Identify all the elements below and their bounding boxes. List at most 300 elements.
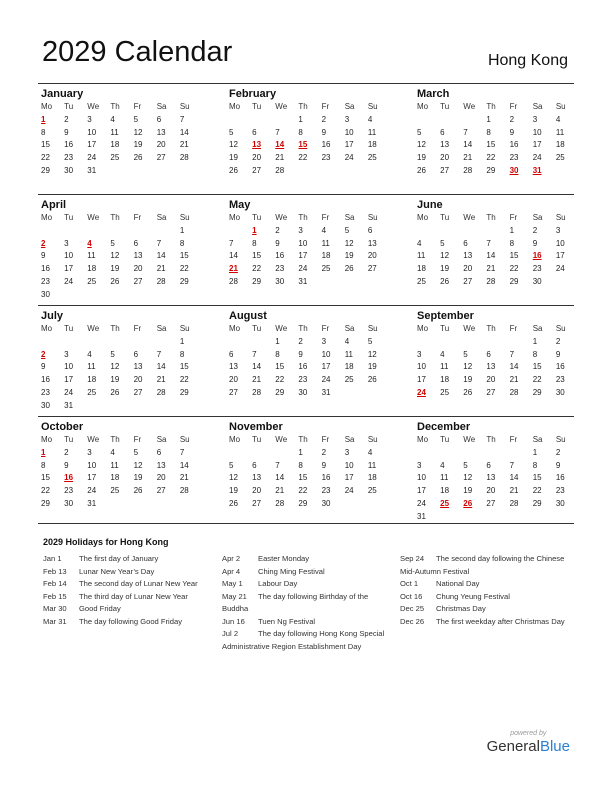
holiday-item <box>222 616 387 629</box>
calendar-day: 11 <box>321 238 330 248</box>
calendar-day: 19 <box>229 153 238 163</box>
weekday-label: We <box>463 435 476 444</box>
empty-day <box>414 114 437 127</box>
week-row <box>414 447 576 460</box>
week-row <box>226 498 388 511</box>
calendar-day: 14 <box>486 251 496 261</box>
calendar-day: 3 <box>555 225 561 235</box>
holiday-item <box>43 566 213 579</box>
empty-day <box>107 400 130 413</box>
calendar-day: 15 <box>509 251 519 261</box>
calendar-day: 21 <box>275 153 285 163</box>
weekday-label: Fr <box>321 102 330 111</box>
week-row <box>38 276 200 289</box>
empty-day <box>553 276 576 289</box>
weekday-label: Th <box>110 213 120 222</box>
holiday-name: Good Friday <box>79 604 121 613</box>
month-row <box>38 83 574 194</box>
calendar-day: 1 <box>486 114 491 124</box>
calendar-day: 14 <box>275 473 285 483</box>
calendar-day: 11 <box>440 362 449 372</box>
week-row <box>414 511 576 524</box>
empty-day <box>365 276 388 289</box>
calendar-day: 16 <box>555 362 565 372</box>
week-row <box>226 447 388 460</box>
holiday-day: 31 <box>532 165 542 175</box>
holiday-item <box>43 591 213 604</box>
holiday-date: May 21 <box>222 591 247 601</box>
calendar-day: 7 <box>486 238 491 248</box>
holiday-day: 16 <box>532 251 542 261</box>
empty-day <box>342 165 365 178</box>
holiday-name: The day following Hong Kong Special Administrative Region Establishment Day <box>222 629 385 651</box>
empty-day <box>414 225 437 238</box>
holiday-item <box>43 553 213 566</box>
calendar-day: 7 <box>179 114 185 124</box>
week-row <box>226 472 388 485</box>
calendar-day: 10 <box>344 460 354 470</box>
calendar-day: 19 <box>110 375 120 385</box>
brand-logo <box>487 738 570 755</box>
calendar-day: 2 <box>321 447 327 457</box>
holiday-date: May 1 <box>222 579 243 588</box>
holiday-item <box>400 616 570 629</box>
calendar-day: 18 <box>555 140 565 150</box>
calendar-day: 21 <box>156 264 166 274</box>
calendar-day: 15 <box>532 473 542 483</box>
calendar-day: 31 <box>298 276 308 286</box>
weekday-label: Tu <box>252 213 262 222</box>
weekday-label: Tu <box>64 213 74 222</box>
calendar-day: 22 <box>532 375 542 385</box>
weekday-label: Mo <box>41 435 53 444</box>
holiday-column <box>222 553 387 653</box>
week-row <box>38 238 200 251</box>
calendar-day: 5 <box>344 225 350 235</box>
empty-day <box>61 336 84 349</box>
weekday-label: Sa <box>344 435 355 444</box>
calendar-day: 26 <box>229 498 238 508</box>
calendar-day: 8 <box>509 238 515 248</box>
calendar-day: 6 <box>252 460 257 470</box>
weekday-label: Sa <box>156 213 167 222</box>
calendar-day: 26 <box>367 375 377 385</box>
month-march <box>414 84 576 178</box>
calendar-day: 8 <box>179 349 185 359</box>
holiday-date: Feb 15 <box>43 591 67 601</box>
holiday-date: Jan 1 <box>43 554 62 563</box>
calendar-day: 5 <box>417 127 422 137</box>
calendar-day: 13 <box>156 460 166 470</box>
calendar-day: 5 <box>110 238 115 248</box>
empty-day <box>530 511 553 524</box>
month-name: June <box>417 199 443 211</box>
calendar-day: 20 <box>252 486 262 496</box>
calendar-day: 4 <box>440 460 445 470</box>
calendar-day: 22 <box>41 153 50 163</box>
calendar-day: 31 <box>87 165 97 175</box>
calendar-day: 27 <box>486 498 496 508</box>
week-row <box>226 276 388 289</box>
empty-day <box>365 387 388 400</box>
calendar-day: 21 <box>486 264 496 274</box>
empty-day <box>107 336 130 349</box>
calendar-day: 23 <box>321 486 331 496</box>
holidays-title: 2029 Holidays for Hong Kong <box>43 537 169 547</box>
calendar-day: 9 <box>64 127 69 137</box>
calendar-day: 29 <box>252 276 262 286</box>
calendar-day: 27 <box>252 498 262 508</box>
calendar-day: 16 <box>321 140 331 150</box>
page-title: 2029 Calendar <box>42 36 233 68</box>
empty-day <box>154 225 177 238</box>
calendar-day: 30 <box>532 276 542 286</box>
week-row <box>414 460 576 473</box>
calendar-day: 16 <box>64 140 74 150</box>
calendar-day: 24 <box>417 498 426 508</box>
calendar-day: 19 <box>463 375 473 385</box>
week-row <box>226 114 388 127</box>
calendar-day: 8 <box>275 349 280 359</box>
calendar-day: 14 <box>509 473 519 483</box>
calendar-day: 24 <box>532 153 542 163</box>
calendar-day: 22 <box>275 375 285 385</box>
calendar-day: 26 <box>440 276 450 286</box>
weekday-label: Mo <box>229 102 241 111</box>
week-row <box>414 127 576 140</box>
calendar-day: 13 <box>440 140 450 150</box>
weekday-label: Tu <box>64 102 74 111</box>
calendar-day: 17 <box>555 251 565 261</box>
empty-day <box>249 336 272 349</box>
calendar-day: 23 <box>321 153 331 163</box>
calendar-day: 27 <box>252 165 262 175</box>
powered-by-text: powered by <box>510 730 547 737</box>
calendar-day: 13 <box>367 238 377 248</box>
week-row <box>226 152 388 165</box>
calendar-day: 12 <box>463 473 473 483</box>
calendar-day: 24 <box>298 264 308 274</box>
empty-day <box>177 498 200 511</box>
empty-day <box>437 511 460 524</box>
empty-day <box>107 289 130 302</box>
month-february <box>226 84 388 178</box>
empty-day <box>414 336 437 349</box>
calendar-day: 10 <box>532 127 542 137</box>
calendar-day: 5 <box>463 460 468 470</box>
holiday-date: Jul 2 <box>222 629 239 638</box>
calendar-day: 6 <box>463 238 468 248</box>
calendar-day: 17 <box>64 264 74 274</box>
calendar-day: 22 <box>298 153 308 163</box>
calendar-day: 2 <box>321 114 327 124</box>
calendar-day: 28 <box>275 165 285 175</box>
calendar-day: 7 <box>179 447 185 457</box>
week-row <box>38 336 200 349</box>
calendar-day: 3 <box>344 114 350 124</box>
weekday-label: Su <box>179 102 190 111</box>
week-row <box>414 374 576 387</box>
empty-day <box>460 225 483 238</box>
calendar-day: 9 <box>509 127 515 137</box>
week-row <box>38 250 200 263</box>
calendar-day: 29 <box>179 387 189 397</box>
empty-day <box>249 447 272 460</box>
calendar-day: 2 <box>275 225 280 235</box>
calendar-day: 8 <box>179 238 185 248</box>
calendar-day: 16 <box>555 473 565 483</box>
weekday-label: We <box>463 324 476 333</box>
empty-day <box>177 165 200 178</box>
empty-day <box>272 114 295 127</box>
holiday-item <box>400 603 570 616</box>
calendar-day: 3 <box>321 336 327 346</box>
calendar-day: 11 <box>87 251 96 261</box>
month-november <box>226 417 388 511</box>
calendar-day: 20 <box>486 486 496 496</box>
holiday-item <box>222 628 387 653</box>
holiday-name: Chung Yeung Festival <box>436 591 510 601</box>
calendar-day: 6 <box>440 127 445 137</box>
calendar-day: 31 <box>321 387 331 397</box>
calendar-day: 20 <box>252 153 262 163</box>
empty-day <box>483 511 506 524</box>
holiday-item <box>400 578 570 591</box>
holiday-date: Apr 2 <box>222 554 241 563</box>
calendar-day: 24 <box>64 387 74 397</box>
empty-day <box>483 336 506 349</box>
calendar-day: 19 <box>417 153 426 163</box>
weekday-label: Sa <box>344 324 355 333</box>
empty-day <box>107 225 130 238</box>
weekday-label: Tu <box>252 435 262 444</box>
holiday-name: Easter Monday <box>258 554 310 563</box>
calendar-day: 10 <box>555 238 565 248</box>
weekday-label: Su <box>555 102 566 111</box>
weekday-label: Fr <box>509 435 518 444</box>
empty-day <box>84 225 107 238</box>
calendar-day: 13 <box>229 362 238 372</box>
calendar-day: 23 <box>555 486 565 496</box>
calendar-day: 1 <box>179 225 185 235</box>
calendar-day: 30 <box>64 165 74 175</box>
empty-day <box>342 387 365 400</box>
weekday-label: Th <box>486 324 496 333</box>
holiday-day: 1 <box>41 447 46 457</box>
calendar-day: 25 <box>87 387 97 397</box>
weekday-label: Mo <box>41 324 53 333</box>
calendar-day: 16 <box>509 140 519 150</box>
calendar-day: 30 <box>64 498 74 508</box>
holiday-name: The first weekday after Christmas Day <box>436 616 565 626</box>
calendar-day: 25 <box>110 486 120 496</box>
weekday-label: Fr <box>133 102 142 111</box>
calendar-day: 4 <box>321 225 327 235</box>
weekday-label: Tu <box>440 324 450 333</box>
weekday-header <box>38 101 200 114</box>
calendar-day: 27 <box>486 387 496 397</box>
calendar-day: 9 <box>321 460 327 470</box>
weekday-label: Mo <box>41 102 53 111</box>
weekday-label: Su <box>179 435 190 444</box>
calendar-day: 22 <box>179 375 189 385</box>
calendar-day: 8 <box>298 460 303 470</box>
empty-day <box>107 498 130 511</box>
calendar-day: 8 <box>532 460 538 470</box>
calendar-day: 15 <box>41 473 50 483</box>
weekday-header <box>226 101 388 114</box>
week-row <box>38 114 200 127</box>
empty-day <box>131 400 154 413</box>
calendar-grid <box>38 83 574 527</box>
holiday-item <box>222 553 387 566</box>
week-row <box>38 361 200 374</box>
calendar-day: 18 <box>344 362 354 372</box>
weekday-label: Tu <box>64 324 74 333</box>
calendar-day: 21 <box>156 375 166 385</box>
calendar-day: 4 <box>367 447 373 457</box>
calendar-day: 29 <box>532 387 542 397</box>
week-row <box>414 263 576 276</box>
calendar-day: 30 <box>41 400 50 410</box>
weekday-label: Mo <box>417 324 429 333</box>
footer-logo[interactable] <box>487 730 570 755</box>
empty-day <box>342 276 365 289</box>
calendar-day: 10 <box>64 362 74 372</box>
calendar-day: 30 <box>275 276 285 286</box>
holiday-date: Oct 16 <box>400 591 423 601</box>
calendar-day: 29 <box>41 165 50 175</box>
weekday-label: Fr <box>509 324 518 333</box>
calendar-day: 1 <box>532 336 538 346</box>
calendar-day: 18 <box>367 473 377 483</box>
calendar-day: 31 <box>87 498 97 508</box>
holiday-name: The day following Birthday of the Buddha <box>222 591 369 613</box>
empty-day <box>226 225 249 238</box>
holiday-column <box>400 553 570 628</box>
calendar-day: 10 <box>87 460 97 470</box>
calendar-day: 26 <box>110 387 120 397</box>
weekday-label: Fr <box>133 213 142 222</box>
calendar-day: 6 <box>486 349 491 359</box>
calendar-day: 7 <box>229 238 234 248</box>
calendar-day: 2 <box>532 225 538 235</box>
calendar-day: 14 <box>156 251 166 261</box>
calendar-day: 9 <box>555 460 561 470</box>
calendar-day: 20 <box>486 375 496 385</box>
month-june <box>414 195 576 289</box>
calendar-day: 13 <box>486 362 496 372</box>
calendar-day: 12 <box>133 460 143 470</box>
calendar-day: 28 <box>156 276 166 286</box>
calendar-day: 28 <box>275 498 285 508</box>
calendar-day: 12 <box>110 362 120 372</box>
calendar-day: 19 <box>344 251 354 261</box>
weekday-label: Sa <box>532 324 543 333</box>
weekday-label: Mo <box>417 102 429 111</box>
weekday-header <box>38 434 200 447</box>
empty-day <box>38 225 61 238</box>
weekday-label: Mo <box>417 213 429 222</box>
month-december <box>414 417 576 524</box>
holiday-day: 16 <box>64 473 74 483</box>
calendar-day: 10 <box>344 127 354 137</box>
month-name: July <box>41 310 64 322</box>
empty-day <box>226 336 249 349</box>
calendar-day: 24 <box>344 486 354 496</box>
weekday-label: We <box>275 102 288 111</box>
weekday-header <box>226 323 388 336</box>
calendar-day: 7 <box>463 127 468 137</box>
week-row <box>38 498 200 511</box>
calendar-day: 8 <box>41 460 46 470</box>
holiday-item <box>400 553 570 578</box>
month-name: March <box>417 88 450 100</box>
week-row <box>226 336 388 349</box>
calendar-day: 15 <box>252 251 262 261</box>
holiday-day: 14 <box>275 140 285 150</box>
calendar-day: 23 <box>275 264 285 274</box>
holiday-day: 2 <box>41 238 46 248</box>
calendar-day: 3 <box>417 349 422 359</box>
calendar-day: 13 <box>486 473 496 483</box>
week-row <box>226 361 388 374</box>
calendar-day: 17 <box>417 375 426 385</box>
calendar-day: 11 <box>344 349 354 359</box>
weekday-label: Fr <box>133 435 142 444</box>
weekday-label: Th <box>298 435 308 444</box>
holiday-item <box>222 566 387 579</box>
month-row <box>38 194 574 305</box>
calendar-day: 15 <box>41 140 50 150</box>
calendar-day: 25 <box>440 387 450 397</box>
calendar-day: 9 <box>275 238 280 248</box>
calendar-day: 21 <box>179 140 189 150</box>
weekday-label: We <box>463 213 476 222</box>
calendar-day: 24 <box>321 375 331 385</box>
weekday-label: Su <box>179 213 190 222</box>
month-row <box>38 305 574 416</box>
empty-day <box>177 289 200 302</box>
calendar-day: 20 <box>156 473 166 483</box>
calendar-day: 18 <box>87 375 97 385</box>
month-july <box>38 306 200 413</box>
calendar-day: 9 <box>64 460 69 470</box>
week-row <box>226 374 388 387</box>
calendar-day: 3 <box>64 238 69 248</box>
week-row <box>414 152 576 165</box>
calendar-day: 21 <box>509 375 519 385</box>
calendar-day: 24 <box>87 153 97 163</box>
calendar-day: 18 <box>417 264 426 274</box>
calendar-day: 29 <box>298 498 308 508</box>
month-name: February <box>229 88 277 100</box>
calendar-day: 23 <box>41 276 50 286</box>
empty-day <box>553 165 576 178</box>
holiday-column <box>43 553 213 628</box>
weekday-label: Su <box>367 102 378 111</box>
week-row <box>226 165 388 178</box>
calendar-day: 7 <box>509 460 515 470</box>
empty-day <box>437 225 460 238</box>
calendar-day: 27 <box>440 165 450 175</box>
calendar-day: 6 <box>156 114 162 124</box>
calendar-day: 30 <box>298 387 308 397</box>
holiday-date: Dec 26 <box>400 616 425 626</box>
empty-day <box>249 114 272 127</box>
empty-day <box>131 225 154 238</box>
calendar-day: 6 <box>133 238 139 248</box>
